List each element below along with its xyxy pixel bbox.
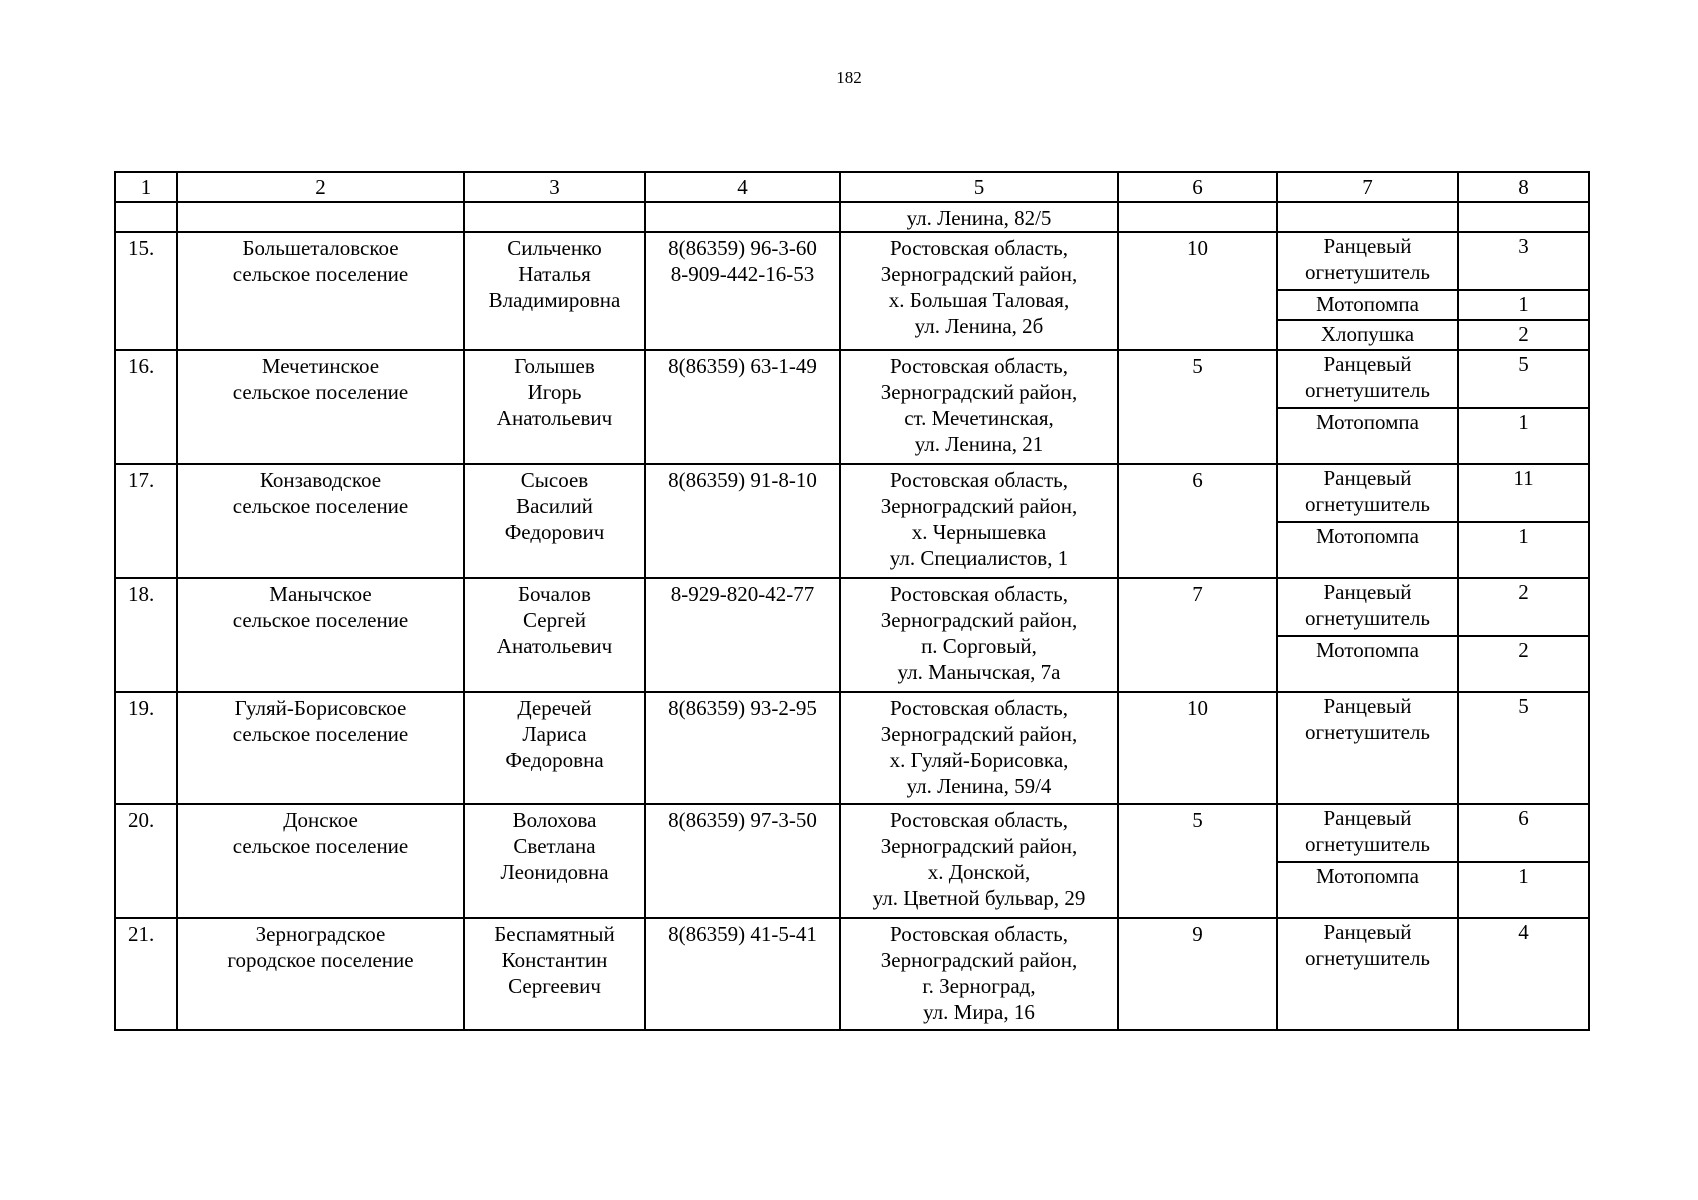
settlement-name: Мечетинское сельское поселение [177, 350, 464, 464]
phone-numbers: 8(86359) 96-3-60 8-909-442-16-53 [645, 232, 840, 350]
equipment-quantity: 5 [1458, 350, 1589, 408]
empty-cell [1118, 202, 1277, 232]
phone-numbers: 8(86359) 93-2-95 [645, 692, 840, 804]
address: Ростовская область, Зерноградский район, х. Большая Таловая, ул. Ленина, 2б [840, 232, 1118, 350]
equipment-name: Ранцевый огнетушитель [1277, 692, 1458, 804]
empty-cell [645, 202, 840, 232]
settlement-name: Манычское сельское поселение [177, 578, 464, 692]
count-value: 5 [1118, 804, 1277, 918]
equipment-quantity: 2 [1458, 578, 1589, 636]
settlement-row [115, 578, 1589, 636]
settlements-table [114, 171, 1590, 1031]
column-number: 2 [177, 172, 464, 202]
address: Ростовская область, Зерноградский район, х. Гуляй-Борисовка, ул. Ленина, 59/4 [840, 692, 1118, 804]
equipment-name: Мотопомпа [1277, 290, 1458, 320]
equipment-quantity: 2 [1458, 636, 1589, 692]
settlement-name: Гуляй-Борисовское сельское поселение [177, 692, 464, 804]
column-number: 7 [1277, 172, 1458, 202]
responsible-person: Голышев Игорь Анатольевич [464, 350, 645, 464]
page-number: 182 [836, 68, 862, 87]
equipment-quantity: 2 [1458, 320, 1589, 350]
equipment-name: Ранцевый огнетушитель [1277, 232, 1458, 290]
settlement-name: Конзаводское сельское поселение [177, 464, 464, 578]
equipment-quantity: 11 [1458, 464, 1589, 522]
equipment-name: Хлопушка [1277, 320, 1458, 350]
row-number: 15. [115, 232, 177, 350]
address: Ростовская область, Зерноградский район, ст. Мечетинская, ул. Ленина, 21 [840, 350, 1118, 464]
equipment-quantity: 1 [1458, 862, 1589, 918]
responsible-person: Волохова Светлана Леонидовна [464, 804, 645, 918]
phone-numbers: 8(86359) 41-5-41 [645, 918, 840, 1030]
empty-cell [1277, 202, 1458, 232]
equipment-name: Мотопомпа [1277, 408, 1458, 464]
row-number: 19. [115, 692, 177, 804]
count-value: 7 [1118, 578, 1277, 692]
row-number: 17. [115, 464, 177, 578]
equipment-quantity: 1 [1458, 408, 1589, 464]
row-number: 18. [115, 578, 177, 692]
settlement-name: Большеталовское сельское поселение [177, 232, 464, 350]
empty-cell [115, 202, 177, 232]
equipment-quantity: 6 [1458, 804, 1589, 862]
equipment-quantity: 1 [1458, 290, 1589, 320]
responsible-person: Бочалов Сергей Анатольевич [464, 578, 645, 692]
equipment-name: Мотопомпа [1277, 636, 1458, 692]
column-number: 1 [115, 172, 177, 202]
equipment-quantity: 3 [1458, 232, 1589, 290]
equipment-name: Мотопомпа [1277, 862, 1458, 918]
row-number: 21. [115, 918, 177, 1030]
address-cell: ул. Ленина, 82/5 [840, 202, 1118, 232]
settlement-row [115, 350, 1589, 408]
equipment-name: Ранцевый огнетушитель [1277, 464, 1458, 522]
settlement-row [115, 692, 1589, 804]
responsible-person: Сысоев Василий Федорович [464, 464, 645, 578]
count-value: 9 [1118, 918, 1277, 1030]
settlement-row [115, 464, 1589, 522]
equipment-quantity: 4 [1458, 918, 1589, 1030]
address: Ростовская область, Зерноградский район, п. Сорговый, ул. Манычская, 7а [840, 578, 1118, 692]
row-number: 16. [115, 350, 177, 464]
column-number-row [115, 172, 1589, 202]
equipment-quantity: 1 [1458, 522, 1589, 578]
empty-cell [177, 202, 464, 232]
settlement-name: Зерноградское городское поселение [177, 918, 464, 1030]
column-number: 5 [840, 172, 1118, 202]
equipment-name: Ранцевый огнетушитель [1277, 350, 1458, 408]
settlement-name: Донское сельское поселение [177, 804, 464, 918]
phone-numbers: 8(86359) 63-1-49 [645, 350, 840, 464]
count-value: 6 [1118, 464, 1277, 578]
column-number: 3 [464, 172, 645, 202]
empty-cell [464, 202, 645, 232]
equipment-name: Ранцевый огнетушитель [1277, 918, 1458, 1030]
table-body [115, 172, 1589, 1030]
count-value: 5 [1118, 350, 1277, 464]
phone-numbers: 8(86359) 91-8-10 [645, 464, 840, 578]
equipment-quantity: 5 [1458, 692, 1589, 804]
continuation-row [115, 202, 1589, 232]
settlement-row [115, 232, 1589, 290]
address: Ростовская область, Зерноградский район, г. Зерноград, ул. Мира, 16 [840, 918, 1118, 1030]
responsible-person: Беспамятный Константин Сергеевич [464, 918, 645, 1030]
count-value: 10 [1118, 692, 1277, 804]
column-number: 4 [645, 172, 840, 202]
address: Ростовская область, Зерноградский район, х. Чернышевка ул. Специалистов, 1 [840, 464, 1118, 578]
settlement-row [115, 918, 1589, 1030]
phone-numbers: 8(86359) 97-3-50 [645, 804, 840, 918]
row-number: 20. [115, 804, 177, 918]
address: Ростовская область, Зерноградский район, х. Донской, ул. Цветной бульвар, 29 [840, 804, 1118, 918]
settlement-row [115, 804, 1589, 862]
phone-numbers: 8-929-820-42-77 [645, 578, 840, 692]
equipment-name: Мотопомпа [1277, 522, 1458, 578]
column-number: 6 [1118, 172, 1277, 202]
equipment-name: Ранцевый огнетушитель [1277, 804, 1458, 862]
equipment-name: Ранцевый огнетушитель [1277, 578, 1458, 636]
count-value: 10 [1118, 232, 1277, 350]
responsible-person: Деречей Лариса Федоровна [464, 692, 645, 804]
responsible-person: Сильченко Наталья Владимировна [464, 232, 645, 350]
column-number: 8 [1458, 172, 1589, 202]
empty-cell [1458, 202, 1589, 232]
